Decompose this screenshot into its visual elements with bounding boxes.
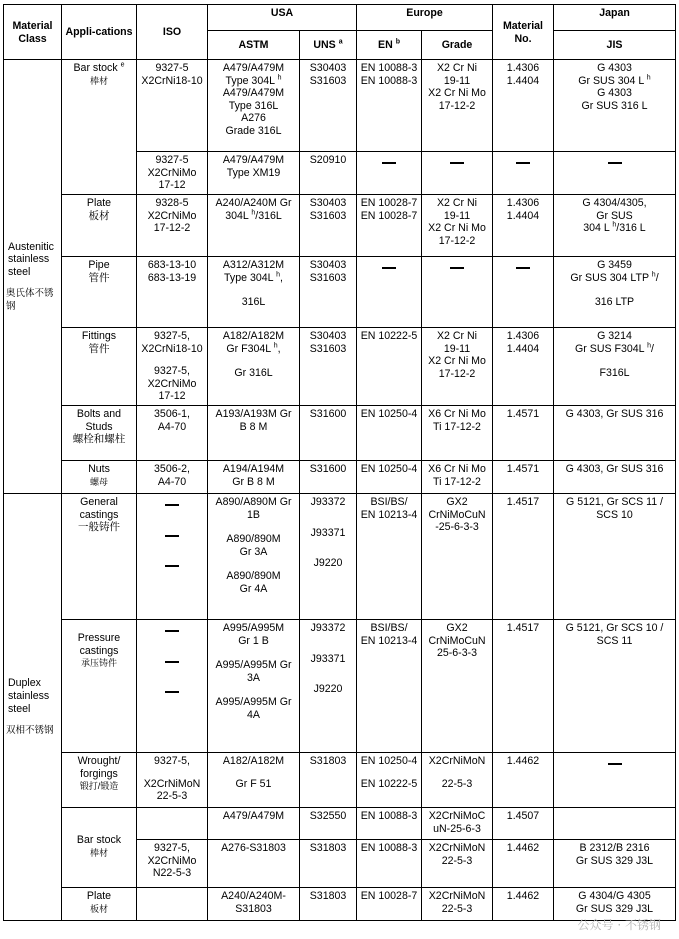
jis-cell bbox=[554, 753, 676, 808]
dash-mark bbox=[165, 661, 179, 663]
matno-cell bbox=[493, 257, 554, 328]
header-en: EN $^b$ bbox=[357, 31, 422, 60]
table-row bbox=[4, 808, 676, 840]
header-row-1 bbox=[4, 5, 676, 31]
grade-cell: GX2 CrNiMoCuN -25-6-3-3 bbox=[422, 494, 493, 620]
en-cell bbox=[357, 152, 422, 195]
class-austenitic: Austenitic stainless steel 奥氏体不锈钢 bbox=[4, 60, 62, 494]
dash-mark bbox=[165, 691, 179, 693]
dash-mark bbox=[450, 162, 464, 164]
uns-cell: S32550 bbox=[300, 808, 357, 840]
app-pipe: Pipe 管件 bbox=[62, 257, 137, 328]
table-row bbox=[4, 753, 676, 808]
astm-cell: A479/A479M bbox=[208, 808, 300, 840]
astm-cell: A193/A193M Gr B 8 M bbox=[208, 406, 300, 461]
matno-cell: 1.4306 1.4404 bbox=[493, 195, 554, 257]
matno-cell: 1.4571 bbox=[493, 461, 554, 494]
en-cell bbox=[357, 257, 422, 328]
header-astm: ASTM bbox=[208, 31, 300, 60]
table-row bbox=[4, 888, 676, 921]
uns-cell: S30403 S31603 bbox=[300, 60, 357, 152]
astm-cell: A276-S31803 bbox=[208, 840, 300, 888]
table-row bbox=[4, 328, 676, 406]
grade-cell bbox=[422, 257, 493, 328]
uns-cell: S31803 bbox=[300, 888, 357, 921]
grade-cell: X2 Cr Ni 19-11 X2 Cr Ni Mo 17-12-2 bbox=[422, 195, 493, 257]
jis-cell: G 5121, Gr SCS 11 / SCS 10 bbox=[554, 494, 676, 620]
iso-cell: 9327-5, X2CrNiMo N22-5-3 bbox=[137, 840, 208, 888]
uns-cell: S30403 S31603 bbox=[300, 195, 357, 257]
app-duplex-bar-stock: Bar stock 棒材 bbox=[62, 808, 137, 888]
iso-cell: 683-13-10 683-13-19 bbox=[137, 257, 208, 328]
table-row bbox=[4, 620, 676, 753]
header-iso: ISO bbox=[137, 5, 208, 60]
astm-cell: A479/A479M Type XM19 bbox=[208, 152, 300, 195]
matno-cell: 1.4306 1.4404 bbox=[493, 60, 554, 152]
uns-cell: S31600 bbox=[300, 461, 357, 494]
grade-cell: X2 Cr Ni 19-11 X2 Cr Ni Mo 17-12-2 bbox=[422, 60, 493, 152]
grade-cell: X2CrNiMoN 22-5-3 bbox=[422, 840, 493, 888]
jis-cell: G 3459 Gr SUS 304 LTP $^h$/ 316 LTP bbox=[554, 257, 676, 328]
uns-cell: S31803 bbox=[300, 753, 357, 808]
uns-cell: S31803 bbox=[300, 840, 357, 888]
jis-cell bbox=[554, 808, 676, 840]
matno-cell: 1.4517 bbox=[493, 620, 554, 753]
astm-cell: A995/A995M Gr 1 B A995/A995M Gr 3A A995/A995M Gr 4A bbox=[208, 620, 300, 753]
class-duplex: Duplex stainless steel 双相不锈钢 bbox=[4, 494, 62, 921]
dash-mark bbox=[382, 162, 396, 164]
grade-cell bbox=[422, 152, 493, 195]
app-pressure-castings: Pressure castings 承压铸件 bbox=[62, 620, 137, 753]
grade-cell: X6 Cr Ni Mo Ti 17-12-2 bbox=[422, 406, 493, 461]
jis-cell: G 5121, Gr SCS 10 / SCS 11 bbox=[554, 620, 676, 753]
watermark: 公众号 · 不锈钢 bbox=[577, 918, 661, 932]
en-cell: BSI/BS/ EN 10213-4 bbox=[357, 494, 422, 620]
matno-cell: 1.4462 bbox=[493, 753, 554, 808]
header-material-class: Material Class bbox=[4, 5, 62, 60]
header-usa: USA bbox=[208, 5, 357, 31]
header-europe: Europe bbox=[357, 5, 493, 31]
matno-cell: 1.4571 bbox=[493, 406, 554, 461]
table-row bbox=[4, 257, 676, 328]
dash-mark bbox=[608, 162, 622, 164]
uns-cell: J93372 J93371 J9220 bbox=[300, 494, 357, 620]
dash-mark bbox=[165, 565, 179, 567]
dash-mark bbox=[165, 630, 179, 632]
matno-cell: 1.4507 bbox=[493, 808, 554, 840]
table-row bbox=[4, 195, 676, 257]
jis-cell: G 3214 Gr SUS F304L $^h$/ F316L bbox=[554, 328, 676, 406]
en-cell: EN 10250-4 EN 10222-5 bbox=[357, 753, 422, 808]
jis-cell: B 2312/B 2316 Gr SUS 329 J3L bbox=[554, 840, 676, 888]
dash-mark bbox=[516, 267, 530, 269]
table-row bbox=[4, 406, 676, 461]
material-standards-table bbox=[3, 4, 676, 921]
astm-cell: A182/A182M Gr F304L $^h$, Gr 316L bbox=[208, 328, 300, 406]
dash-mark bbox=[165, 504, 179, 506]
jis-cell: G 4304/G 4305 Gr SUS 329 J3L bbox=[554, 888, 676, 921]
en-cell: EN 10028-7 EN 10028-7 bbox=[357, 195, 422, 257]
dash-mark bbox=[382, 267, 396, 269]
iso-cell bbox=[137, 888, 208, 921]
matno-cell: 1.4462 bbox=[493, 840, 554, 888]
iso-cell: 9328-5 X2CrNiMo 17-12-2 bbox=[137, 195, 208, 257]
dash-mark bbox=[608, 763, 622, 765]
astm-cell: A890/A890M Gr 1B A890/890M Gr 3A A890/890M Gr 4A bbox=[208, 494, 300, 620]
jis-cell: G 4304/4305, Gr SUS 304 L $^h$/316 L bbox=[554, 195, 676, 257]
iso-cell: 3506-1, A4-70 bbox=[137, 406, 208, 461]
iso-cell bbox=[137, 494, 208, 620]
matno-cell: 1.4517 bbox=[493, 494, 554, 620]
header-jis: JIS bbox=[554, 31, 676, 60]
dash-mark bbox=[165, 535, 179, 537]
grade-cell: X2 Cr Ni 19-11 X2 Cr Ni Mo 17-12-2 bbox=[422, 328, 493, 406]
grade-cell: X2CrNiMoN 22-5-3 bbox=[422, 753, 493, 808]
jis-cell: G 4303, Gr SUS 316 bbox=[554, 406, 676, 461]
grade-cell: GX2 CrNiMoCuN 25-6-3-3 bbox=[422, 620, 493, 753]
app-general-castings: General castings 一般铸件 bbox=[62, 494, 137, 620]
iso-cell bbox=[137, 620, 208, 753]
app-duplex-plate: Plate 板材 bbox=[62, 888, 137, 921]
astm-cell: A240/A240M Gr 304L $^h$/316L bbox=[208, 195, 300, 257]
astm-cell: A182/A182M Gr F 51 bbox=[208, 753, 300, 808]
iso-cell: 9327-5 X2CrNiMo 17-12 bbox=[137, 152, 208, 195]
astm-cell: A479/A479M Type 304L $^h$ A479/A479M Type 316L A276 Grade 316L bbox=[208, 60, 300, 152]
uns-cell: S20910 bbox=[300, 152, 357, 195]
en-cell: EN 10222-5 bbox=[357, 328, 422, 406]
iso-cell: 9327-5, X2CrNi18-10 9327-5, X2CrNiMo 17-12 bbox=[137, 328, 208, 406]
uns-cell: J93372 J93371 J9220 bbox=[300, 620, 357, 753]
dash-mark bbox=[450, 267, 464, 269]
app-wrought-forgings: Wrought/ forgings 锻打/锻造 bbox=[62, 753, 137, 808]
iso-cell: 3506-2, A4-70 bbox=[137, 461, 208, 494]
iso-cell: 9327-5 X2CrNi18-10 bbox=[137, 60, 208, 152]
app-plate: Plate 板材 bbox=[62, 195, 137, 257]
jis-cell bbox=[554, 152, 676, 195]
grade-cell: X2CrNiMoN 22-5-3 bbox=[422, 888, 493, 921]
dash-mark bbox=[516, 162, 530, 164]
table-row bbox=[4, 461, 676, 494]
app-nuts: Nuts 螺母 bbox=[62, 461, 137, 494]
table-row bbox=[4, 60, 676, 152]
iso-cell: 9327-5, X2CrNiMoN 22-5-3 bbox=[137, 753, 208, 808]
header-grade: Grade bbox=[422, 31, 493, 60]
matno-cell bbox=[493, 152, 554, 195]
en-cell: EN 10088-3 bbox=[357, 808, 422, 840]
table-row bbox=[4, 494, 676, 620]
astm-cell: A312/A312M Type 304L $^h$, 316L bbox=[208, 257, 300, 328]
header-material-no: Material No. bbox=[493, 5, 554, 60]
iso-cell bbox=[137, 808, 208, 840]
app-fittings: Fittings 管件 bbox=[62, 328, 137, 406]
en-cell: EN 10250-4 bbox=[357, 406, 422, 461]
uns-cell: S30403 S31603 bbox=[300, 328, 357, 406]
en-cell: EN 10028-7 bbox=[357, 888, 422, 921]
app-bolts: Bolts and Studs 螺栓和螺柱 bbox=[62, 406, 137, 461]
jis-cell: G 4303, Gr SUS 316 bbox=[554, 461, 676, 494]
jis-cell: G 4303 Gr SUS 304 L $^h$ G 4303 Gr SUS 316 L bbox=[554, 60, 676, 152]
header-uns: UNS $^a$ bbox=[300, 31, 357, 60]
en-cell: EN 10088-3 bbox=[357, 840, 422, 888]
astm-cell: A194/A194M Gr B 8 M bbox=[208, 461, 300, 494]
uns-cell: S30403 S31603 bbox=[300, 257, 357, 328]
matno-cell: 1.4306 1.4404 bbox=[493, 328, 554, 406]
en-cell: EN 10250-4 bbox=[357, 461, 422, 494]
header-japan: Japan bbox=[554, 5, 676, 31]
grade-cell: X6 Cr Ni Mo Ti 17-12-2 bbox=[422, 461, 493, 494]
grade-cell: X2CrNiMoC uN-25-6-3 bbox=[422, 808, 493, 840]
app-bar-stock: Bar stock $^e$ 棒材 bbox=[62, 60, 137, 195]
astm-cell: A240/A240M- S31803 bbox=[208, 888, 300, 921]
en-cell: BSI/BS/ EN 10213-4 bbox=[357, 620, 422, 753]
en-cell: EN 10088-3 EN 10088-3 bbox=[357, 60, 422, 152]
uns-cell: S31600 bbox=[300, 406, 357, 461]
matno-cell: 1.4462 bbox=[493, 888, 554, 921]
header-applications: Appli-cations bbox=[62, 5, 137, 60]
